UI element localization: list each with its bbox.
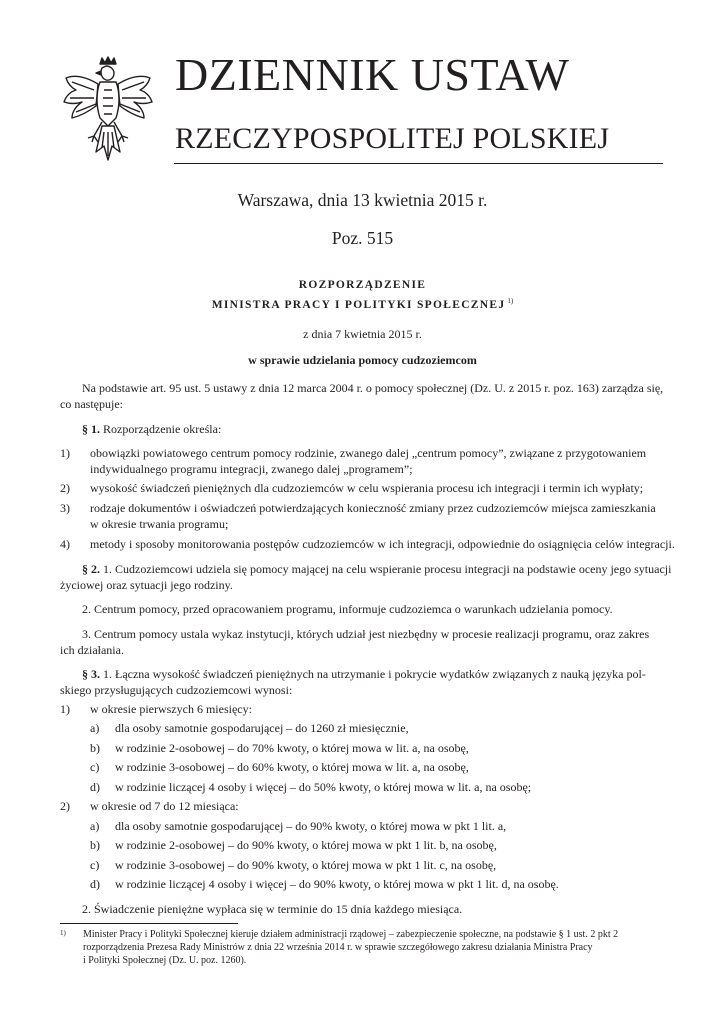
masthead-divider <box>174 163 663 164</box>
act-issuer-name: MINISTRA PRACY I POLITYKI SPOŁECZNEJ <box>211 299 506 311</box>
letter-item-marker: b) <box>90 838 100 852</box>
gazette-subtitle: RZECZYPOSPOLITEJ POLSKIEJ <box>175 122 610 155</box>
letter-item-text: w rodzinie 3-osobowej – do 60% kwoty, o której mowa w lit. a, na osobę, <box>115 760 469 774</box>
letter-item-text: w rodzinie 2-osobowej – do 90% kwoty, o której mowa w pkt 1 lit. b, na osobę, <box>115 838 497 852</box>
letter-item-marker: d) <box>90 877 100 891</box>
act-date: z dnia 7 kwietnia 2015 r. <box>303 327 422 341</box>
footnote-mark-text: 1) <box>60 929 66 937</box>
letter-item-text: dla osoby samotnie gospodarującej – do 90% kwoty, o której mowa w pkt 1 lit. a, <box>115 819 507 833</box>
publication-date: Warszawa, dnia 13 kwietnia 2015 r. <box>237 190 488 210</box>
footnote-line-2: rozporządzenia Prezesa Rady Ministrów z dnia 22 września 2014 r. w sprawie szczegółowego zakresu działania Ministra Pracy <box>83 942 593 953</box>
letter-item-marker: c) <box>90 760 100 774</box>
letter-item-text: dla osoby samotnie gospodarującej – do 1260 zł miesięcznie, <box>115 721 409 735</box>
footnote-line-3: i Polityki Społecznej (Dz. U. poz. 1260). <box>83 955 247 966</box>
footnote-divider <box>60 923 238 924</box>
list-item-text: indywidualnego programu integracji, zwanego dalej „programem”; <box>90 462 413 476</box>
footnote-line-1: Minister Pracy i Polityki Społecznej kieruje działem administracji rządowej – zabezpieczenie społeczne, na podstawie § 1 ust. 2 pkt 2 <box>83 929 619 940</box>
list-item-text: rodzaje dokumentów i oświadczeń potwierdzających konieczność zmiany przez cudzoziemców miejsca zamieszkania <box>90 501 656 515</box>
gazette-title: DZIENNIK USTAW <box>175 49 570 100</box>
polish-eagle-emblem-icon <box>60 56 156 164</box>
list-item-number: 1) <box>60 702 70 716</box>
letter-item-marker: b) <box>90 741 100 755</box>
section-1-mark: § 1. <box>82 422 100 436</box>
list-item-number: 2) <box>60 799 70 813</box>
period-label: w okresie od 7 do 12 miesiąca: <box>90 799 239 813</box>
preamble-line-1: Na podstawie art. 95 ust. 5 ustawy z dnia 12 marca 2004 r. o pomocy społecznej (Dz. U. z 2015 r. poz. 163) zarządza się, <box>82 381 664 395</box>
section-3-p1-continuation: skiego przysługujących cudzoziemcowi wynosi: <box>60 683 293 697</box>
section-3-paragraph-2: 2. Świadczenie pieniężne wypłaca się w terminie do 15 dnia każdego miesiąca. <box>82 902 463 916</box>
section-2-p3-continuation: ich działania. <box>60 643 124 657</box>
list-item-text: w okresie trwania programu; <box>90 517 229 531</box>
section-2-mark: § 2. <box>82 562 100 576</box>
list-item-number: 1) <box>60 446 70 460</box>
section-3-paragraph-1 <box>82 666 646 682</box>
letter-item-marker: a) <box>90 819 100 833</box>
preamble-line-2: co następuje: <box>60 397 123 411</box>
period-label: w okresie pierwszych 6 miesięcy: <box>90 702 252 716</box>
letter-item-text: w rodzinie 2-osobowej – do 70% kwoty, o której mowa w lit. a, na osobę, <box>115 741 469 755</box>
section-3-mark: § 3. <box>82 667 100 681</box>
section-3-p1-text: 1. Łączna wysokość świadczeń pieniężnych na utrzymanie i pokrycie wydatków związanych z nauką języka pol- <box>103 667 646 681</box>
act-issuer <box>0 297 725 311</box>
act-subject: w sprawie udzielania pomocy cudzoziemcom <box>248 353 477 367</box>
section-2-paragraph-3: 3. Centrum pomocy ustala wykaz instytucji, których udział jest niezbędny w procesie realizacji programu, oraz zakres <box>82 627 650 641</box>
letter-item-marker: d) <box>90 780 100 794</box>
letter-item-text: w rodzinie 3-osobowej – do 90% kwoty, o której mowa w pkt 1 lit. c, na osobę, <box>115 858 497 872</box>
act-type: ROZPORZĄDZENIE <box>298 279 427 291</box>
section-2-paragraph-2: 2. Centrum pomocy, przed opracowaniem programu, informuje cudzoziemca o warunkach udzielania pomocy. <box>82 602 613 616</box>
list-item-text: obowiązki powiatowego centrum pomocy rodzinie, zwanego dalej „centrum pomocy”, związane z przygotowaniem <box>90 446 647 460</box>
section-2-paragraph-1 <box>82 561 671 577</box>
list-item-number: 4) <box>60 537 70 551</box>
letter-item-text: w rodzinie liczącej 4 osoby i więcej – do 90% kwoty, o której mowa w pkt 1 lit. d, na osobę. <box>115 877 559 891</box>
letter-item-marker: a) <box>90 721 100 735</box>
list-item-number: 3) <box>60 501 70 515</box>
list-item-number: 2) <box>60 481 70 495</box>
section-2-p1-continuation: życiowej oraz sytuacji jego rodziny. <box>60 578 233 592</box>
section-1-intro: Rozporządzenie określa: <box>103 422 222 436</box>
position-number: Poz. 515 <box>331 228 394 248</box>
letter-item-text: w rodzinie liczącej 4 osoby i więcej – do 50% kwoty, o której mowa w lit. a, na osobę; <box>115 780 532 794</box>
letter-item-marker: c) <box>90 858 100 872</box>
footnote-reference: 1) <box>507 297 514 305</box>
footnote-mark <box>60 927 66 943</box>
section-1-heading <box>82 421 221 437</box>
section-2-p1-text: 1. Cudzoziemcowi udziela się pomocy mającej na celu wspieranie procesu integracji na podstawie oceny jego sytuacji <box>103 562 672 576</box>
list-item-text: metody i sposoby monitorowania postępów cudzoziemców w ich integracji, odpowiednie do osiągnięcia celów integracji. <box>90 537 675 551</box>
list-item-text: wysokość świadczeń pieniężnych dla cudzoziemców w celu wspierania procesu ich integracji i termin ich wypłaty; <box>90 481 644 495</box>
